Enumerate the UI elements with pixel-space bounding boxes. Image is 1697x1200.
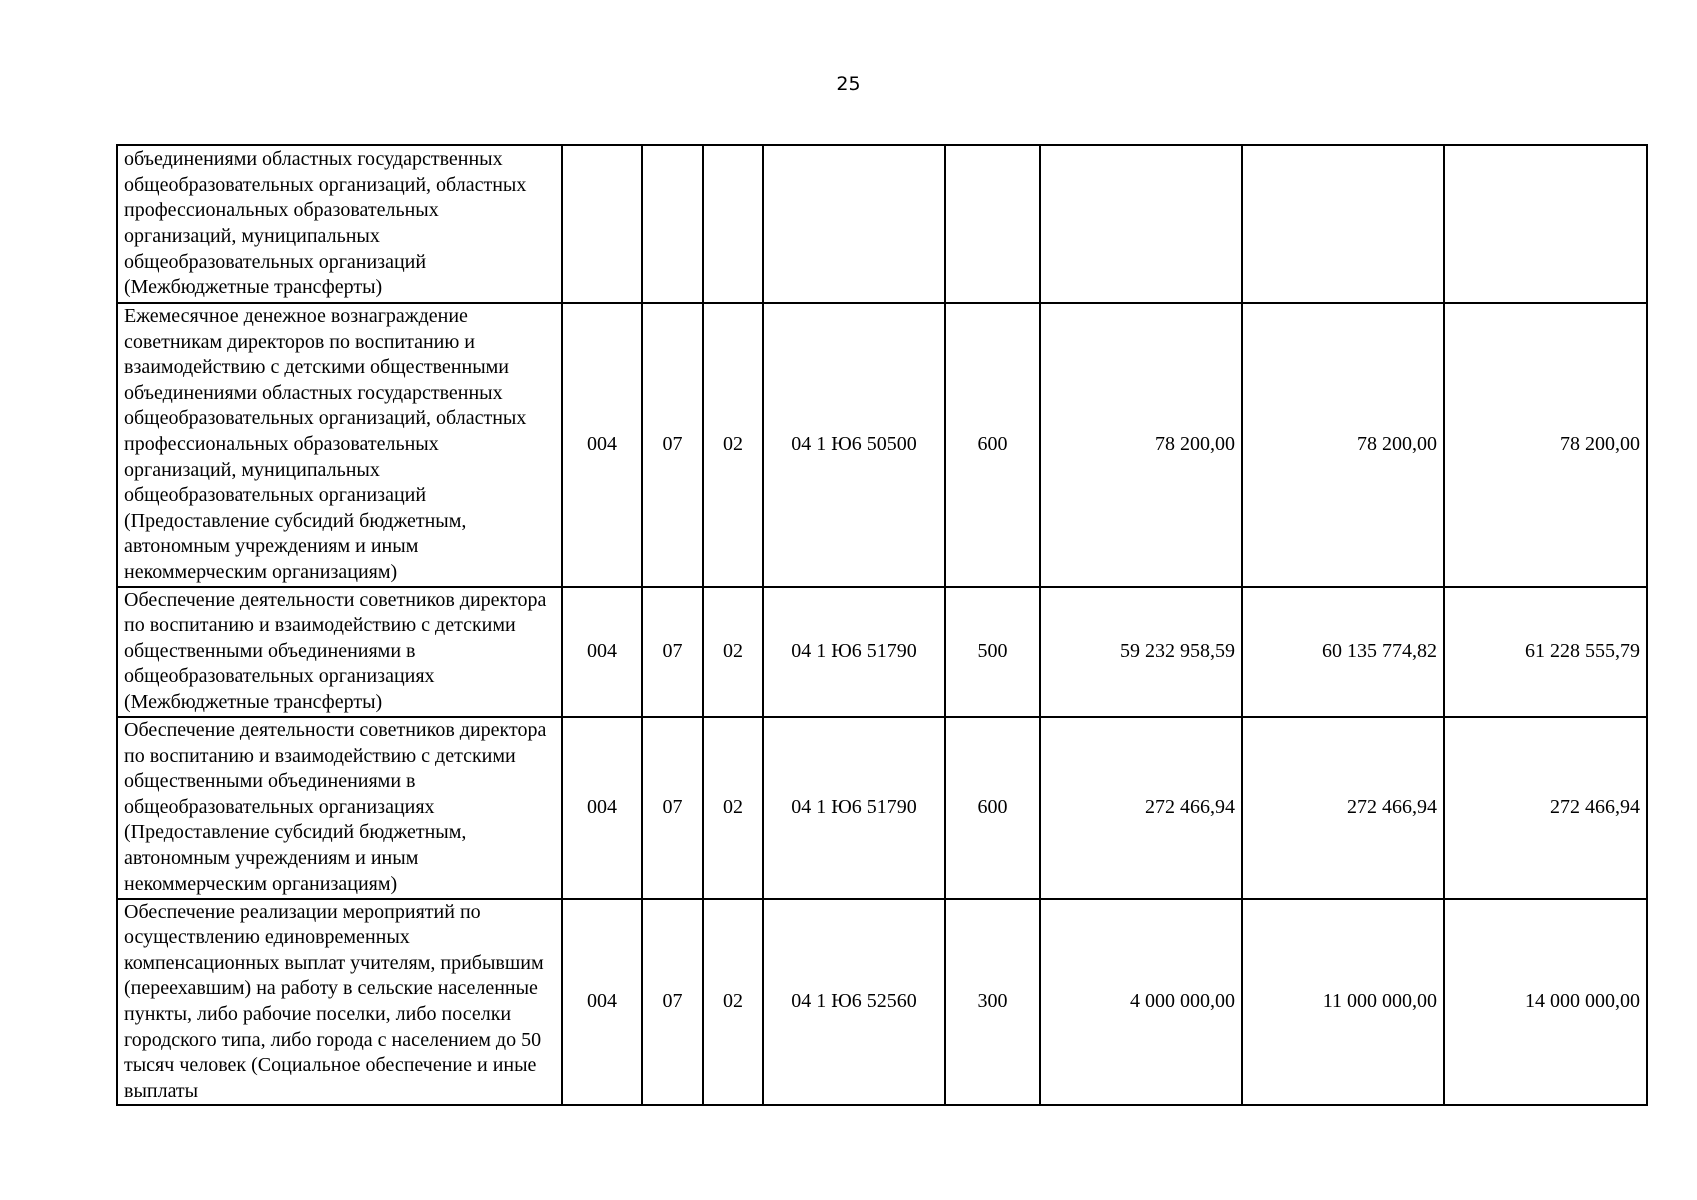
expense-type-code: 500 bbox=[945, 587, 1040, 717]
target-article-code: 04 1 Ю6 51790 bbox=[763, 587, 945, 717]
subsection-code: 02 bbox=[703, 587, 763, 717]
subsection-code bbox=[703, 145, 763, 303]
expense-type-code: 600 bbox=[945, 717, 1040, 899]
subsection-code: 02 bbox=[703, 717, 763, 899]
table-row bbox=[117, 717, 1647, 899]
ministry-code: 004 bbox=[562, 587, 642, 717]
amount-year-1: 59 232 958,59 bbox=[1040, 587, 1242, 717]
amount-year-2: 272 466,94 bbox=[1242, 717, 1444, 899]
amount-year-1: 272 466,94 bbox=[1040, 717, 1242, 899]
expense-type-code: 600 bbox=[945, 303, 1040, 587]
target-article-code: 04 1 Ю6 51790 bbox=[763, 717, 945, 899]
expense-description: Обеспечение реализации мероприятий по осуществлению единовременных компенсационных выплат учителям, прибывшим (переехавшим) на работу в сельские населенные пункты, либо рабочие поселки, либо поселки городского типа, либо города с населением до 50 тысяч человек (Социальное обеспечение и иные выплаты bbox=[117, 899, 562, 1106]
table-row bbox=[117, 899, 1647, 1106]
amount-year-2: 11 000 000,00 bbox=[1242, 899, 1444, 1106]
budget-table bbox=[116, 144, 1648, 1106]
expense-description: Ежемесячное денежное вознаграждение советникам директоров по воспитанию и взаимодействию с детскими общественными объединениями областных государственных общеобразовательных организаций, областных профессиональных образовательных организаций, муниципальных общеобразовательных организаций (Предоставление субсидий бюджетным, автономным учреждениям и иным некоммерческим организациям) bbox=[117, 303, 562, 587]
expense-description: Обеспечение деятельности советников директора по воспитанию и взаимодействию с детскими общественными объединениями в общеобразовательных организациях (Предоставление субсидий бюджетным, автономным учреждениям и иным некоммерческим организациям) bbox=[117, 717, 562, 899]
table-row bbox=[117, 587, 1647, 717]
amount-year-2: 78 200,00 bbox=[1242, 303, 1444, 587]
section-code: 07 bbox=[642, 587, 703, 717]
expense-description: объединениями областных государственных общеобразовательных организаций, областных профессиональных образовательных организаций, муниципальных общеобразовательных организаций (Межбюджетные трансферты) bbox=[117, 145, 562, 303]
ministry-code: 004 bbox=[562, 303, 642, 587]
table-row bbox=[117, 303, 1647, 587]
ministry-code: 004 bbox=[562, 717, 642, 899]
ministry-code: 004 bbox=[562, 899, 642, 1106]
section-code: 07 bbox=[642, 717, 703, 899]
target-article-code: 04 1 Ю6 52560 bbox=[763, 899, 945, 1106]
expense-description: Обеспечение деятельности советников директора по воспитанию и взаимодействию с детскими общественными объединениями в общеобразовательных организациях (Межбюджетные трансферты) bbox=[117, 587, 562, 717]
amount-year-3: 14 000 000,00 bbox=[1444, 899, 1647, 1106]
amount-year-3: 272 466,94 bbox=[1444, 717, 1647, 899]
amount-year-3: 78 200,00 bbox=[1444, 303, 1647, 587]
section-code: 07 bbox=[642, 899, 703, 1106]
target-article-code: 04 1 Ю6 50500 bbox=[763, 303, 945, 587]
amount-year-1: 4 000 000,00 bbox=[1040, 899, 1242, 1106]
subsection-code: 02 bbox=[703, 303, 763, 587]
section-code: 07 bbox=[642, 303, 703, 587]
section-code bbox=[642, 145, 703, 303]
amount-year-3 bbox=[1444, 145, 1647, 303]
subsection-code: 02 bbox=[703, 899, 763, 1106]
amount-year-2 bbox=[1242, 145, 1444, 303]
target-article-code bbox=[763, 145, 945, 303]
expense-type-code: 300 bbox=[945, 899, 1040, 1106]
amount-year-1 bbox=[1040, 145, 1242, 303]
amount-year-1: 78 200,00 bbox=[1040, 303, 1242, 587]
expense-type-code bbox=[945, 145, 1040, 303]
ministry-code bbox=[562, 145, 642, 303]
amount-year-3: 61 228 555,79 bbox=[1444, 587, 1647, 717]
amount-year-2: 60 135 774,82 bbox=[1242, 587, 1444, 717]
page-number: 25 bbox=[836, 73, 861, 95]
table-row bbox=[117, 145, 1647, 303]
